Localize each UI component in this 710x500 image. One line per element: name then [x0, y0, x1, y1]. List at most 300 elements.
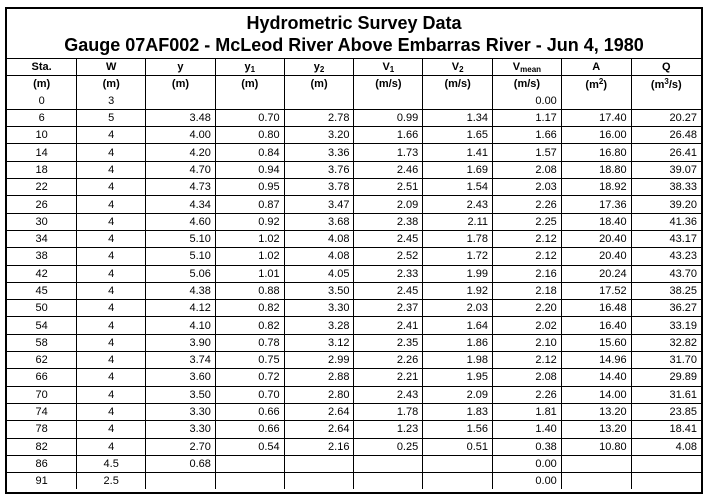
table-cell-y1: 1.01: [215, 265, 284, 282]
table-cell-y: 3.48: [146, 109, 216, 126]
table-cell-q: 43.17: [631, 230, 701, 247]
table-cell-vmean: 2.16: [493, 265, 562, 282]
table-cell-v1: 2.46: [354, 161, 423, 178]
table-cell-sta: 54: [7, 317, 77, 334]
table-cell-y1: 0.82: [215, 317, 284, 334]
column-header-v1: [354, 59, 423, 76]
survey-table: [7, 59, 701, 489]
table-cell-v1: 2.38: [354, 213, 423, 230]
table-cell-w: 4: [77, 196, 146, 213]
table-cell-sta: 22: [7, 179, 77, 196]
table-cell-vmean: 2.03: [493, 179, 562, 196]
table-cell-w: 4: [77, 282, 146, 299]
table-cell-v2: 1.41: [423, 144, 493, 161]
table-row: [7, 386, 701, 403]
table-cell-y1: 0.82: [215, 300, 284, 317]
table-cell-v1: 2.41: [354, 317, 423, 334]
table-cell-vmean: 1.40: [493, 421, 562, 438]
table-cell-y2: 3.30: [284, 300, 354, 317]
table-cell-v1: [354, 93, 423, 110]
table-cell-y2: [284, 473, 354, 490]
table-cell-sta: 18: [7, 161, 77, 178]
table-row: [7, 179, 701, 196]
table-cell-v1: 2.26: [354, 352, 423, 369]
table-cell-y: 5.10: [146, 248, 216, 265]
table-row: [7, 473, 701, 490]
column-header-subscript: 2: [319, 64, 325, 74]
table-cell-w: 4: [77, 230, 146, 247]
table-cell-y1: 1.02: [215, 248, 284, 265]
table-cell-w: 4: [77, 144, 146, 161]
table-cell-v1: 2.35: [354, 334, 423, 351]
title-block: [7, 9, 701, 59]
column-header-symbol: V: [512, 60, 521, 73]
table-cell-q: 31.61: [631, 386, 701, 403]
table-cell-v2: 1.69: [423, 161, 493, 178]
table-cell-a: [561, 455, 631, 472]
table-row: [7, 455, 701, 472]
table-row: [7, 438, 701, 455]
table-cell-w: 4: [77, 386, 146, 403]
column-header-symbol: y: [177, 61, 184, 74]
table-cell-w: 2.5: [77, 473, 146, 490]
table-cell-y2: 3.28: [284, 317, 354, 334]
table-cell-y2: 2.78: [284, 109, 354, 126]
table-cell-v2: 1.98: [423, 352, 493, 369]
table-cell-a: 20.40: [561, 230, 631, 247]
table-cell-vmean: 2.26: [493, 196, 562, 213]
table-cell-sta: 14: [7, 144, 77, 161]
table-cell-vmean: 2.20: [493, 300, 562, 317]
table-cell-v1: 2.21: [354, 369, 423, 386]
table-cell-vmean: 0.00: [493, 473, 562, 490]
table-cell-vmean: 1.81: [493, 403, 562, 420]
column-header-a: [561, 59, 631, 76]
table-cell-vmean: 0.00: [493, 93, 562, 110]
table-cell-w: 4: [77, 317, 146, 334]
table-cell-q: 39.07: [631, 161, 701, 178]
table-cell-a: [561, 93, 631, 110]
column-unit-superscript: 3: [664, 77, 669, 87]
table-cell-a: 14.40: [561, 369, 631, 386]
table-cell-v1: 2.09: [354, 196, 423, 213]
table-cell-a: 17.40: [561, 109, 631, 126]
table-cell-y: [146, 473, 216, 490]
column-unit-text: (m: [585, 79, 599, 92]
unit-row: [7, 76, 701, 93]
table-cell-sta: 70: [7, 386, 77, 403]
table-cell-q: 38.25: [631, 282, 701, 299]
table-cell-vmean: 2.08: [493, 369, 562, 386]
table-cell-y1: 0.92: [215, 213, 284, 230]
table-cell-vmean: 2.08: [493, 161, 562, 178]
table-cell-y1: 0.95: [215, 179, 284, 196]
table-cell-w: 4: [77, 352, 146, 369]
sheet-title: Hydrometric Survey Data: [246, 13, 462, 33]
column-header-y1: [215, 59, 284, 76]
table-cell-sta: 78: [7, 421, 77, 438]
table-cell-sta: 30: [7, 213, 77, 230]
table-cell-y1: 0.80: [215, 127, 284, 144]
table-cell-a: 13.20: [561, 403, 631, 420]
column-unit-v2: [423, 76, 493, 93]
table-cell-y2: 2.88: [284, 369, 354, 386]
table-row: [7, 213, 701, 230]
table-cell-q: 18.41: [631, 421, 701, 438]
table-row: [7, 282, 701, 299]
table-cell-y: 4.34: [146, 196, 216, 213]
column-unit-text: (m): [310, 78, 328, 91]
table-cell-w: 4: [77, 421, 146, 438]
table-cell-w: 4: [77, 369, 146, 386]
table-cell-y: 4.70: [146, 161, 216, 178]
column-header-symbol: y: [244, 60, 251, 73]
table-cell-a: [561, 473, 631, 490]
table-cell-sta: 6: [7, 109, 77, 126]
table-cell-y2: 2.99: [284, 352, 354, 369]
table-cell-y2: 3.36: [284, 144, 354, 161]
table-cell-sta: 86: [7, 455, 77, 472]
table-cell-a: 16.00: [561, 127, 631, 144]
table-cell-sta: 45: [7, 282, 77, 299]
column-header-subscript: 1: [250, 64, 256, 74]
table-row: [7, 300, 701, 317]
table-cell-a: 20.24: [561, 265, 631, 282]
table-cell-q: [631, 455, 701, 472]
table-cell-sta: 10: [7, 127, 77, 144]
column-unit-text: (m): [102, 78, 120, 91]
table-cell-v2: 0.51: [423, 438, 493, 455]
table-cell-y1: [215, 473, 284, 490]
table-cell-y2: 3.12: [284, 334, 354, 351]
column-header-symbol: V: [451, 60, 460, 73]
table-cell-y: 0.68: [146, 455, 216, 472]
table-cell-w: 5: [77, 109, 146, 126]
column-unit-a: [561, 76, 631, 93]
table-cell-y2: 4.08: [284, 230, 354, 247]
table-cell-a: 18.92: [561, 179, 631, 196]
table-cell-w: 4: [77, 438, 146, 455]
table-cell-y: 3.60: [146, 369, 216, 386]
table-cell-y1: 0.54: [215, 438, 284, 455]
table-cell-y: 4.10: [146, 317, 216, 334]
table-cell-y1: 0.94: [215, 161, 284, 178]
table-row: [7, 144, 701, 161]
table-cell-v2: [423, 473, 493, 490]
table-cell-v1: 2.45: [354, 282, 423, 299]
table-cell-v1: 2.43: [354, 386, 423, 403]
table-cell-y2: [284, 455, 354, 472]
table-cell-y2: 2.64: [284, 403, 354, 420]
table-cell-y2: 2.16: [284, 438, 354, 455]
table-cell-v2: 1.83: [423, 403, 493, 420]
table-cell-w: 4: [77, 213, 146, 230]
table-cell-y: 5.10: [146, 230, 216, 247]
table-row: [7, 317, 701, 334]
table-cell-a: 13.20: [561, 421, 631, 438]
column-header-w: [77, 59, 146, 76]
table-cell-y2: 4.08: [284, 248, 354, 265]
column-unit-superscript: 2: [598, 77, 604, 87]
table-cell-vmean: 2.12: [493, 352, 562, 369]
column-header-symbol: V: [382, 60, 390, 73]
table-cell-q: 36.27: [631, 300, 701, 317]
table-row: [7, 265, 701, 282]
table-cell-q: 43.70: [631, 265, 701, 282]
table-cell-v2: 1.64: [423, 317, 493, 334]
table-cell-v2: 1.95: [423, 369, 493, 386]
table-cell-y2: 4.05: [284, 265, 354, 282]
table-cell-q: [631, 93, 701, 110]
column-unit-text: (m): [171, 78, 190, 91]
table-row: [7, 248, 701, 265]
table-cell-v2: 2.03: [423, 300, 493, 317]
column-header-symbol: y: [313, 60, 320, 73]
table-cell-y2: 3.20: [284, 127, 354, 144]
table-cell-q: 39.20: [631, 196, 701, 213]
table-cell-sta: 38: [7, 248, 77, 265]
table-cell-y: [146, 93, 216, 110]
table-cell-y2: 2.80: [284, 386, 354, 403]
table-cell-y: 5.06: [146, 265, 216, 282]
column-unit-text: (m): [241, 78, 259, 91]
table-cell-vmean: 2.26: [493, 386, 562, 403]
sheet-subtitle: Gauge 07AF002 - McLeod River Above Embarras River - Jun 4, 1980: [64, 35, 644, 55]
table-cell-q: 29.89: [631, 369, 701, 386]
column-unit-y1: [215, 76, 284, 93]
table-cell-a: 18.80: [561, 161, 631, 178]
table-cell-y2: 3.47: [284, 196, 354, 213]
table-cell-vmean: 1.17: [493, 109, 562, 126]
table-cell-y2: 3.78: [284, 179, 354, 196]
table-cell-q: 31.70: [631, 352, 701, 369]
table-cell-a: 17.52: [561, 282, 631, 299]
table-cell-q: [631, 473, 701, 490]
table-cell-y2: 2.64: [284, 421, 354, 438]
column-unit-y2: [284, 76, 354, 93]
column-header-v2: [423, 59, 493, 76]
table-cell-v2: 2.43: [423, 196, 493, 213]
table-cell-v2: 2.11: [423, 213, 493, 230]
table-cell-v2: 1.54: [423, 179, 493, 196]
column-unit-q: [631, 76, 701, 93]
column-unit-v1: [354, 76, 423, 93]
table-cell-w: 4.5: [77, 455, 146, 472]
table-cell-y1: 1.02: [215, 230, 284, 247]
table-cell-vmean: 2.18: [493, 282, 562, 299]
table-cell-v1: 2.45: [354, 230, 423, 247]
table-cell-w: 4: [77, 265, 146, 282]
column-unit-text: (m): [33, 78, 51, 91]
table-cell-vmean: 2.02: [493, 317, 562, 334]
table-cell-w: 4: [77, 403, 146, 420]
table-cell-v2: 1.34: [423, 109, 493, 126]
column-unit-text: (m/s): [513, 78, 541, 91]
column-unit-y: [146, 76, 216, 93]
column-header-y2: [284, 59, 354, 76]
table-cell-vmean: 1.66: [493, 127, 562, 144]
table-cell-sta: 82: [7, 438, 77, 455]
column-header-subscript: 1: [389, 64, 395, 74]
table-cell-y1: 0.70: [215, 386, 284, 403]
table-cell-v1: 2.51: [354, 179, 423, 196]
table-cell-q: 43.23: [631, 248, 701, 265]
table-cell-y1: 0.78: [215, 334, 284, 351]
table-cell-w: 4: [77, 248, 146, 265]
table-cell-y: 2.70: [146, 438, 216, 455]
table-cell-q: 26.41: [631, 144, 701, 161]
survey-data-sheet: [5, 7, 703, 494]
column-header-vmean: [493, 59, 562, 76]
table-cell-q: 26.48: [631, 127, 701, 144]
table-row: [7, 127, 701, 144]
table-cell-y: 4.38: [146, 282, 216, 299]
table-cell-v1: [354, 455, 423, 472]
table-cell-vmean: 0.38: [493, 438, 562, 455]
column-unit-text: (m/s): [444, 78, 471, 91]
table-cell-w: 4: [77, 179, 146, 196]
table-cell-y1: 0.75: [215, 352, 284, 369]
table-cell-a: 20.40: [561, 248, 631, 265]
table-cell-v1: 1.78: [354, 403, 423, 420]
table-cell-sta: 74: [7, 403, 77, 420]
table-cell-y1: [215, 455, 284, 472]
column-unit-tail: ): [603, 79, 607, 92]
table-cell-sta: 50: [7, 300, 77, 317]
table-cell-a: 17.36: [561, 196, 631, 213]
table-cell-a: 16.40: [561, 317, 631, 334]
table-cell-sta: 0: [7, 93, 77, 110]
table-cell-q: 23.85: [631, 403, 701, 420]
table-cell-a: 18.40: [561, 213, 631, 230]
table-cell-y2: 3.50: [284, 282, 354, 299]
column-unit-tail: /s): [668, 79, 682, 92]
table-cell-q: 32.82: [631, 334, 701, 351]
table-row: [7, 109, 701, 126]
table-cell-w: 4: [77, 161, 146, 178]
table-cell-a: 15.60: [561, 334, 631, 351]
table-cell-v2: 1.72: [423, 248, 493, 265]
table-row: [7, 334, 701, 351]
table-row: [7, 369, 701, 386]
table-cell-a: 16.80: [561, 144, 631, 161]
table-cell-vmean: 2.12: [493, 248, 562, 265]
table-cell-y1: 0.66: [215, 403, 284, 420]
table-cell-v2: 1.99: [423, 265, 493, 282]
column-unit-sta: [7, 76, 77, 93]
table-cell-v1: 1.73: [354, 144, 423, 161]
table-cell-sta: 62: [7, 352, 77, 369]
table-cell-y: 4.60: [146, 213, 216, 230]
table-cell-v1: 2.52: [354, 248, 423, 265]
table-cell-v2: 1.92: [423, 282, 493, 299]
table-cell-q: 41.36: [631, 213, 701, 230]
table-cell-v1: 1.66: [354, 127, 423, 144]
column-header-subscript: 2: [459, 64, 464, 74]
table-cell-a: 14.96: [561, 352, 631, 369]
table-cell-y: 4.20: [146, 144, 216, 161]
table-cell-sta: 26: [7, 196, 77, 213]
column-header-sta: [7, 59, 77, 76]
table-cell-v2: 2.09: [423, 386, 493, 403]
column-unit-w: [77, 76, 146, 93]
table-cell-y: 3.50: [146, 386, 216, 403]
table-cell-v2: 1.86: [423, 334, 493, 351]
table-cell-a: 14.00: [561, 386, 631, 403]
table-cell-a: 16.48: [561, 300, 631, 317]
column-header-symbol: W: [105, 61, 117, 74]
table-cell-y1: 0.70: [215, 109, 284, 126]
table-cell-a: 10.80: [561, 438, 631, 455]
table-cell-sta: 42: [7, 265, 77, 282]
table-row: [7, 196, 701, 213]
table-cell-y: 4.73: [146, 179, 216, 196]
table-cell-v2: [423, 455, 493, 472]
table-cell-w: 4: [77, 300, 146, 317]
table-cell-y1: 0.87: [215, 196, 284, 213]
table-cell-w: 3: [77, 93, 146, 110]
table-cell-y1: 0.72: [215, 369, 284, 386]
table-cell-vmean: 0.00: [493, 455, 562, 472]
table-cell-y: 4.12: [146, 300, 216, 317]
table-cell-vmean: 1.57: [493, 144, 562, 161]
column-header-symbol: Sta.: [31, 61, 52, 74]
table-cell-y2: 3.68: [284, 213, 354, 230]
column-header-q: [631, 59, 701, 76]
table-cell-v2: 1.65: [423, 127, 493, 144]
table-cell-sta: 58: [7, 334, 77, 351]
table-cell-y: 3.30: [146, 421, 216, 438]
column-header-symbol: A: [592, 61, 601, 74]
table-cell-v1: 0.99: [354, 109, 423, 126]
table-cell-v1: 2.37: [354, 300, 423, 317]
table-cell-w: 4: [77, 334, 146, 351]
table-cell-vmean: 2.12: [493, 230, 562, 247]
table-cell-y1: 0.84: [215, 144, 284, 161]
table-row: [7, 93, 701, 110]
header-row: [7, 59, 701, 76]
column-header-symbol: Q: [662, 61, 671, 74]
table-cell-vmean: 2.10: [493, 334, 562, 351]
table-cell-v1: 0.25: [354, 438, 423, 455]
table-cell-v1: 1.23: [354, 421, 423, 438]
table-cell-q: 38.33: [631, 179, 701, 196]
table-cell-y1: 0.66: [215, 421, 284, 438]
table-cell-y1: [215, 93, 284, 110]
table-cell-q: 33.19: [631, 317, 701, 334]
table-cell-v2: [423, 93, 493, 110]
table-row: [7, 352, 701, 369]
table-cell-sta: 91: [7, 473, 77, 490]
table-row: [7, 421, 701, 438]
table-row: [7, 230, 701, 247]
column-unit-text: (m/s): [375, 78, 402, 91]
table-cell-y2: [284, 93, 354, 110]
table-cell-y: 3.30: [146, 403, 216, 420]
table-cell-v2: 1.56: [423, 421, 493, 438]
table-row: [7, 161, 701, 178]
table-cell-y: 3.90: [146, 334, 216, 351]
column-header-subscript: mean: [520, 64, 542, 74]
table-cell-q: 20.27: [631, 109, 701, 126]
table-cell-v1: 2.33: [354, 265, 423, 282]
table-cell-y2: 3.76: [284, 161, 354, 178]
column-unit-vmean: [493, 76, 562, 93]
table-cell-y: 3.74: [146, 352, 216, 369]
table-cell-q: 4.08: [631, 438, 701, 455]
table-cell-y1: 0.88: [215, 282, 284, 299]
table-cell-v2: 1.78: [423, 230, 493, 247]
